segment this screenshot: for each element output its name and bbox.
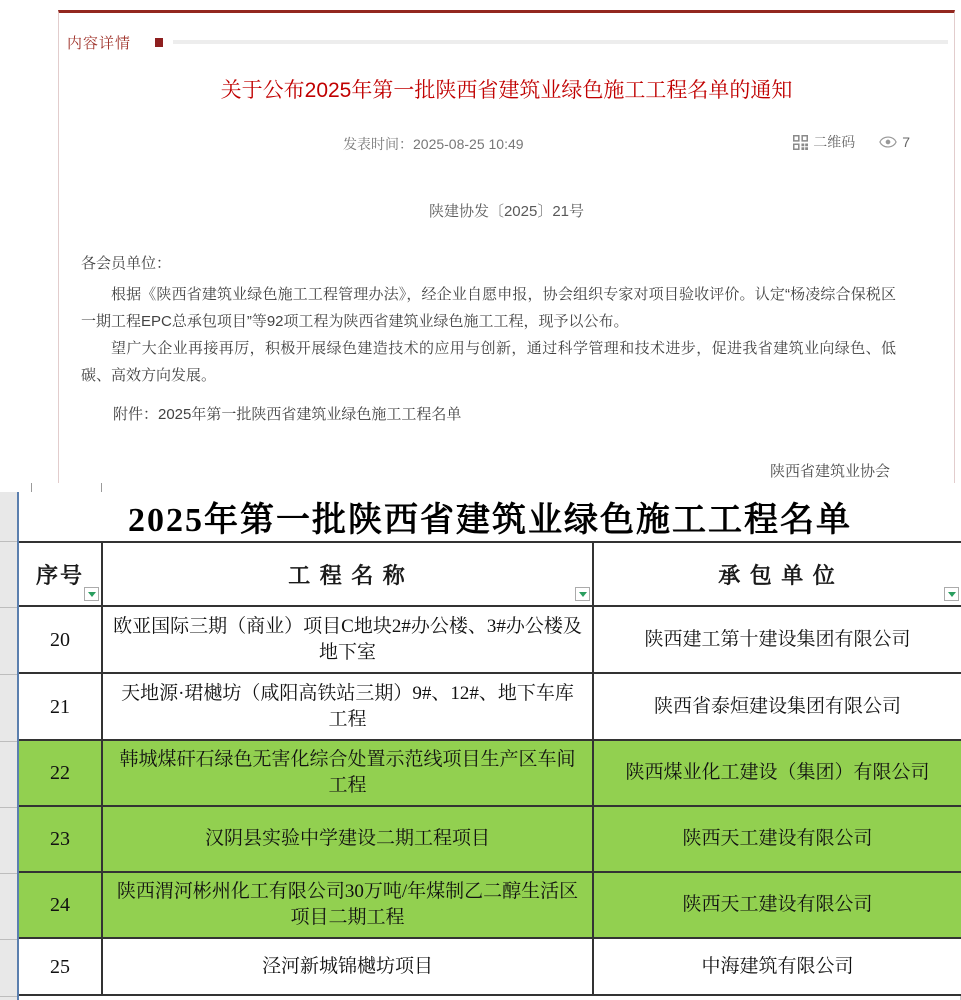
header-cell-contractor <box>592 543 961 605</box>
cell-contractor: 陕西天工建设有限公司 <box>592 807 961 871</box>
publish-time-value: 2025-08-25 10:49 <box>413 136 524 152</box>
table-row <box>19 607 961 674</box>
eye-icon <box>879 136 897 148</box>
gutter-divider <box>0 607 17 608</box>
sheet <box>19 492 961 996</box>
notice-title: 关于公布2025年第一批陕西省建筑业绿色施工工程名单的通知 <box>220 79 793 102</box>
cell-project: 汉阴县实验中学建设二期工程项目 <box>101 807 592 871</box>
gridline-tick <box>101 483 102 492</box>
cell-no: 20 <box>50 628 70 651</box>
qr-code-label: 二维码 <box>813 134 856 150</box>
cell-contractor: 陕西省泰烜建设集团有限公司 <box>592 674 961 739</box>
cell-no: 24 <box>50 894 70 916</box>
meta-row <box>59 132 954 154</box>
filter-button-project[interactable] <box>575 587 590 601</box>
header-label-no: 序号 <box>35 562 84 588</box>
publish-time <box>343 134 524 154</box>
cell-no: 22 <box>50 762 70 784</box>
table-row <box>19 741 961 807</box>
section-divider <box>173 40 948 44</box>
table-title: 2025年第一批陕西省建筑业绿色施工工程名单 <box>128 502 852 539</box>
header-cell-no <box>19 543 101 605</box>
table-row <box>19 939 961 996</box>
gutter-divider <box>0 807 17 808</box>
cell-project: 韩城煤矸石绿色无害化综合处置示范线项目生产区车间工程 <box>101 741 592 805</box>
notice-panel <box>58 10 955 484</box>
header-label-project: 工 程 名 称 <box>288 562 407 588</box>
cell-project: 天地源·珺樾坊（咸阳高铁站三期）9#、12#、地下车库工程 <box>101 674 592 739</box>
row-header-gutter <box>0 492 17 1000</box>
cell-no: 23 <box>50 828 70 850</box>
table-row <box>19 873 961 939</box>
gutter-divider <box>0 996 17 997</box>
qr-code-icon <box>793 135 808 150</box>
attachment-line: 附件：2025年第一批陕西省建筑业绿色施工工程名单 <box>113 406 462 423</box>
gutter-divider <box>0 541 17 542</box>
filter-dropdown-icon <box>88 592 96 597</box>
cell-project: 泾河新城锦樾坊项目 <box>101 939 592 994</box>
view-count: 7 <box>902 134 910 150</box>
cell-contractor: 陕西天工建设有限公司 <box>592 873 961 937</box>
filter-button-no[interactable] <box>84 587 99 601</box>
filter-button-contractor[interactable] <box>944 587 959 601</box>
filter-dropdown-icon <box>948 592 956 597</box>
body-paragraph-1: 根据《陕西省建筑业绿色施工工程管理办法》，经企业自愿申报，协会组织专家对项目验收评价。认定“杨凌综合保税区一期工程EPC总承包项目”等92项工程为陕西省建筑业绿色施工工程，现予以公布。 <box>81 286 896 330</box>
cell-contractor: 陕西煤业化工建设（集团）有限公司 <box>592 741 961 805</box>
view-count-group <box>879 134 910 150</box>
filter-dropdown-icon <box>579 592 587 597</box>
table-header-row <box>19 541 961 607</box>
section-title: 内容详情 <box>67 35 132 52</box>
signature: 陕西省建筑业协会 <box>769 463 890 480</box>
header-cell-project <box>101 543 592 605</box>
gutter-divider <box>0 741 17 742</box>
body-paragraph-2: 望广大企业再接再厉，积极开展绿色建造技术的应用与创新，通过科学管理和技术进步，促进我省建筑业向绿色、低碳、高效方向发展。 <box>81 340 896 384</box>
cell-contractor: 陕西建工第十建设集团有限公司 <box>592 607 961 672</box>
gutter-divider <box>0 939 17 940</box>
qr-code-button[interactable] <box>793 132 855 152</box>
spreadsheet-area <box>0 483 961 1000</box>
gutter-divider <box>0 873 17 874</box>
document-number: 陕建协发〔2025〕21号 <box>428 203 585 220</box>
table-body <box>19 607 961 996</box>
cell-project: 陕西渭河彬州化工有限公司30万吨/年煤制乙二醇生活区项目二期工程 <box>101 873 592 937</box>
cell-no: 25 <box>50 955 70 978</box>
cell-contractor: 中海建筑有限公司 <box>592 939 961 994</box>
gutter-divider <box>0 674 17 675</box>
table-row <box>19 807 961 873</box>
gridline-tick <box>31 483 32 492</box>
section-marker-square <box>155 38 163 47</box>
salutation: 各会员单位： <box>81 255 172 272</box>
header-label-contractor: 承 包 单 位 <box>718 562 837 588</box>
cell-project: 欧亚国际三期（商业）项目C地块2#办公楼、3#办公楼及地下室 <box>101 607 592 672</box>
publish-time-label: 发表时间： <box>343 136 413 152</box>
table-row <box>19 674 961 741</box>
cell-no: 21 <box>50 695 70 718</box>
